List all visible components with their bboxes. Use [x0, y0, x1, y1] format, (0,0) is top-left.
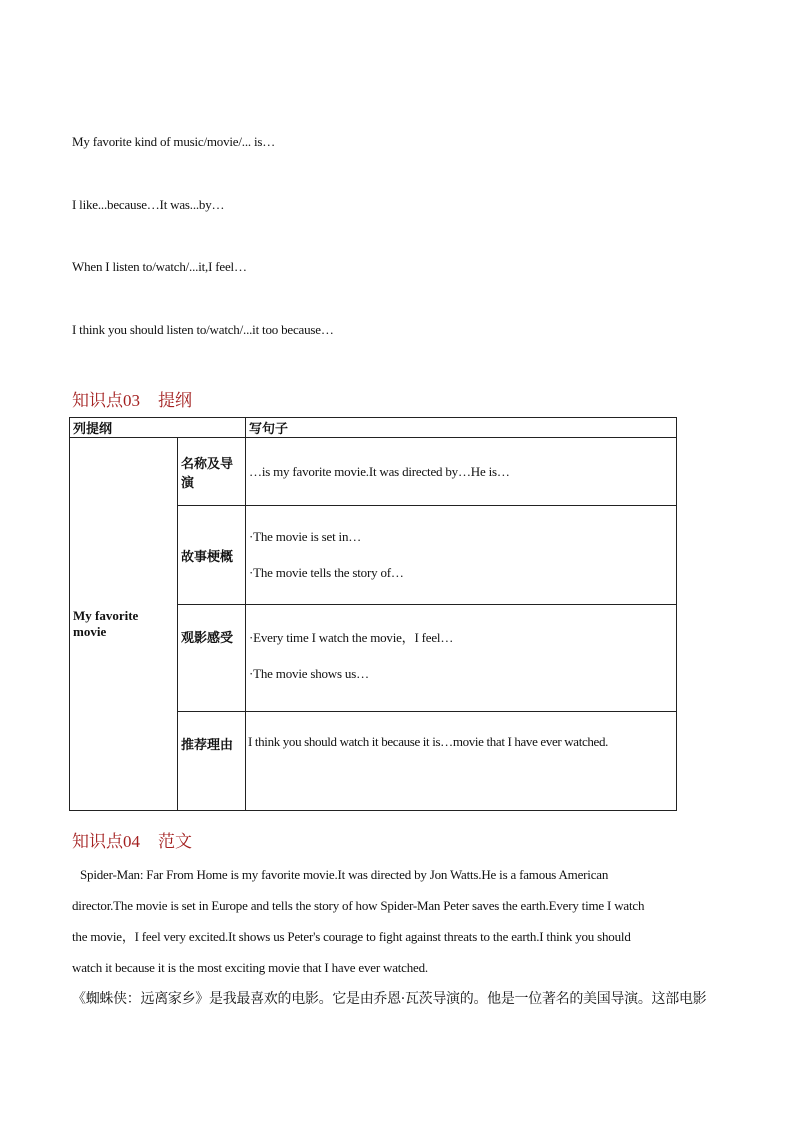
essay-line: Spider-Man: Far From Home is my favorite movie.It was directed by Jon Watts.He is a famous American: [80, 867, 609, 882]
section-heading-03: [72, 386, 192, 411]
phrase-line: When I listen to/watch/...it,I feel…: [72, 259, 247, 274]
sentence: ·The movie is set in…: [249, 529, 362, 544]
section-number: 03: [123, 391, 140, 410]
essay-line: director.The movie is set in Europe and tells the story of how Spider-Man Peter saves the earth.Every time I watch: [72, 898, 645, 913]
category-cell: 故事梗概: [178, 506, 246, 605]
table-header-sentences: 写句子: [246, 418, 677, 438]
section-title: 提纲: [158, 391, 192, 410]
sentence-cell: [246, 712, 677, 811]
phrase-line: I think you should listen to/watch/...it too because…: [72, 322, 334, 337]
category-cell: 推荐理由: [178, 712, 246, 811]
sentence: …is my favorite movie.It was directed by…He is…: [249, 463, 510, 479]
essay-line: the movie，I feel very excited.It shows us Peter's courage to fight against threats to the earth.I think you should: [72, 929, 631, 944]
category-cell: 名称及导演: [178, 438, 246, 506]
section-title: 范文: [158, 832, 192, 851]
section-heading-04: [72, 827, 192, 852]
sentence: ·The movie tells the story of…: [249, 565, 404, 580]
sentence-cell: [246, 506, 677, 605]
table-row: [70, 438, 677, 506]
sentence: ·The movie shows us…: [249, 666, 369, 681]
phrase-line: My favorite kind of music/movie/... is…: [72, 134, 276, 149]
category-cell: 观影感受: [178, 605, 246, 712]
topic-cell: My favorite movie: [70, 438, 178, 811]
table-header-outline: 列提纲: [70, 418, 246, 438]
sentence: I think you should watch it because it is…movie that I have ever watched.: [248, 734, 609, 749]
sentence-cell: [246, 438, 677, 506]
sentence: ·Every time I watch the movie，I feel…: [249, 630, 454, 645]
outline-table: [69, 417, 677, 811]
chinese-translation: 《蜘蛛侠：远离家乡》是我最喜欢的电影。它是由乔恩·瓦茨导演的。他是一位著名的美国导演。这部电影: [72, 991, 707, 1007]
sentence-cell: [246, 605, 677, 712]
section-label: 知识点: [72, 832, 123, 851]
phrase-line: I like...because…It was...by…: [72, 197, 225, 212]
model-essay: [72, 859, 722, 983]
section-label: 知识点: [72, 391, 123, 410]
section-number: 04: [123, 832, 140, 851]
essay-line: watch it because it is the most exciting movie that I have ever watched.: [72, 960, 428, 975]
